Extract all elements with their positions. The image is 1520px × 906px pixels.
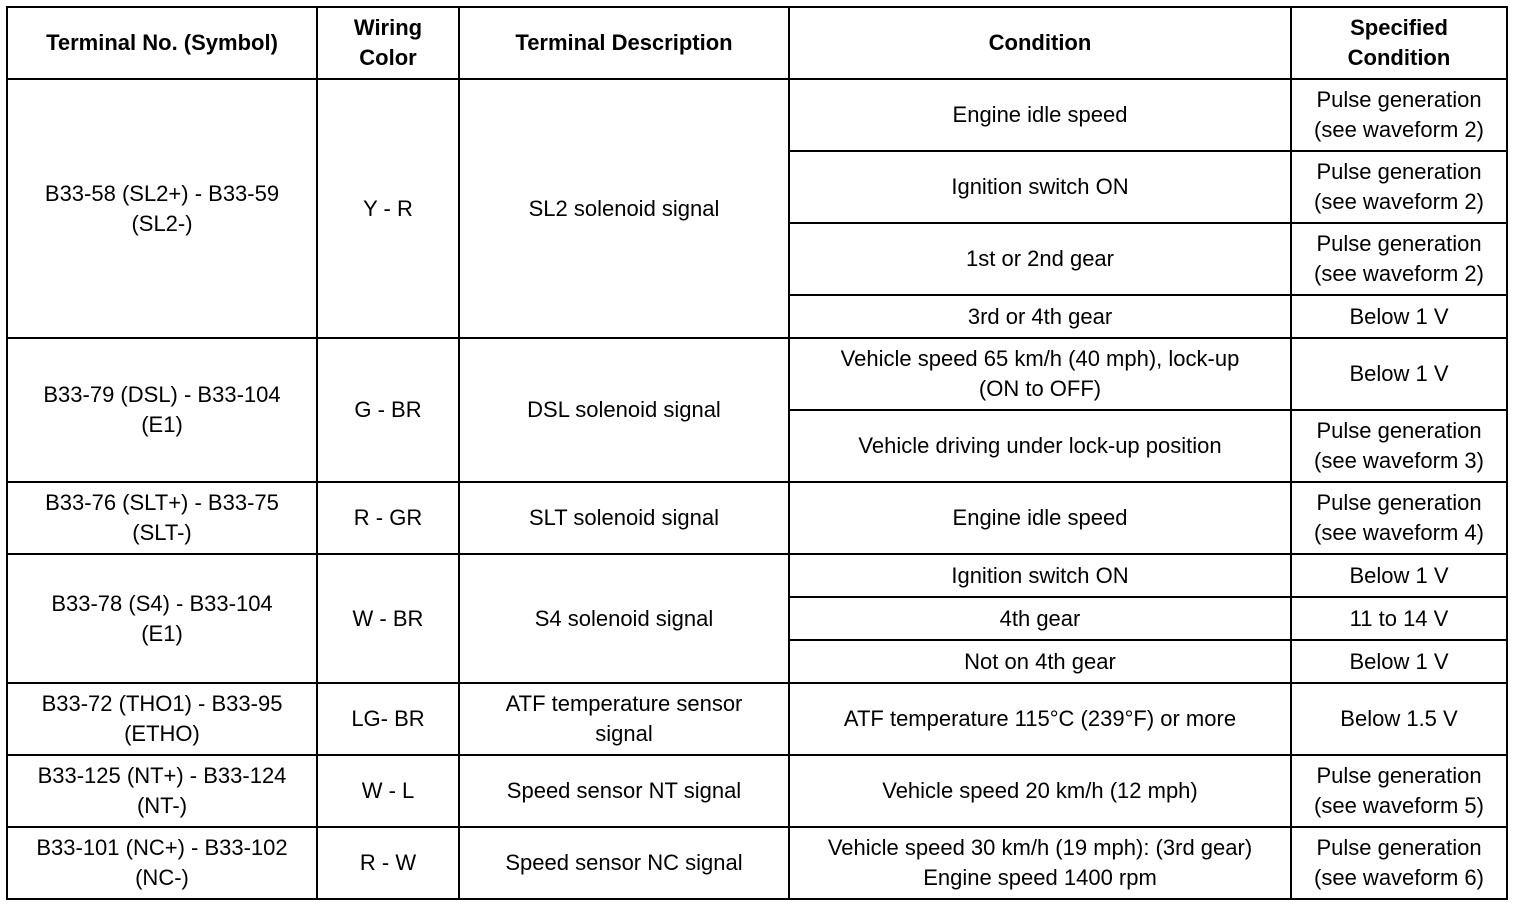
wiring-color-cell: W - L <box>317 755 459 827</box>
specified-condition-cell: Pulse generation (see waveform 2) <box>1291 151 1507 223</box>
wiring-color-cell: Y - R <box>317 79 459 338</box>
specified-condition-cell: Below 1.5 V <box>1291 683 1507 755</box>
terminal-cell: B33-78 (S4) - B33-104 (E1) <box>7 554 317 683</box>
wiring-color-cell: R - GR <box>317 482 459 554</box>
header-terminal-description: Terminal Description <box>459 7 789 79</box>
specified-condition-cell: Pulse generation (see waveform 4) <box>1291 482 1507 554</box>
condition-cell: Ignition switch ON <box>789 151 1291 223</box>
description-cell: S4 solenoid signal <box>459 554 789 683</box>
specified-condition-cell: Pulse generation (see waveform 2) <box>1291 79 1507 151</box>
description-cell: SL2 solenoid signal <box>459 79 789 338</box>
table-row <box>7 338 1507 410</box>
specified-condition-cell: Pulse generation (see waveform 6) <box>1291 827 1507 899</box>
table-row <box>7 755 1507 827</box>
condition-cell: Vehicle speed 30 km/h (19 mph): (3rd gear) Engine speed 1400 rpm <box>789 827 1291 899</box>
condition-cell: 3rd or 4th gear <box>789 295 1291 338</box>
condition-cell: Engine idle speed <box>789 79 1291 151</box>
wiring-color-cell: LG- BR <box>317 683 459 755</box>
table-row <box>7 683 1507 755</box>
table-row <box>7 827 1507 899</box>
condition-cell: Vehicle driving under lock-up position <box>789 410 1291 482</box>
specified-condition-cell: Below 1 V <box>1291 338 1507 410</box>
specified-condition-cell: Below 1 V <box>1291 640 1507 683</box>
condition-cell: 1st or 2nd gear <box>789 223 1291 295</box>
condition-cell: Vehicle speed 65 km/h (40 mph), lock-up (ON to OFF) <box>789 338 1291 410</box>
wiring-color-cell: R - W <box>317 827 459 899</box>
specified-condition-cell: Pulse generation (see waveform 2) <box>1291 223 1507 295</box>
terminal-cell: B33-125 (NT+) - B33-124 (NT-) <box>7 755 317 827</box>
header-row <box>7 7 1507 79</box>
specified-condition-cell: Below 1 V <box>1291 554 1507 597</box>
condition-cell: Vehicle speed 20 km/h (12 mph) <box>789 755 1291 827</box>
condition-cell: 4th gear <box>789 597 1291 640</box>
table-row <box>7 554 1507 597</box>
terminal-cell: B33-72 (THO1) - B33-95 (ETHO) <box>7 683 317 755</box>
description-cell: Speed sensor NT signal <box>459 755 789 827</box>
wiring-color-cell: W - BR <box>317 554 459 683</box>
header-condition: Condition <box>789 7 1291 79</box>
condition-cell: Engine idle speed <box>789 482 1291 554</box>
terminal-spec-table <box>6 6 1508 900</box>
description-cell: SLT solenoid signal <box>459 482 789 554</box>
description-cell: ATF temperature sensor signal <box>459 683 789 755</box>
table-row <box>7 79 1507 151</box>
description-cell: Speed sensor NC signal <box>459 827 789 899</box>
specified-condition-cell: Below 1 V <box>1291 295 1507 338</box>
terminal-cell: B33-58 (SL2+) - B33-59 (SL2-) <box>7 79 317 338</box>
terminal-cell: B33-76 (SLT+) - B33-75 (SLT-) <box>7 482 317 554</box>
specified-condition-cell: Pulse generation (see waveform 3) <box>1291 410 1507 482</box>
terminal-cell: B33-101 (NC+) - B33-102 (NC-) <box>7 827 317 899</box>
header-wiring-color: Wiring Color <box>317 7 459 79</box>
header-terminal: Terminal No. (Symbol) <box>7 7 317 79</box>
header-specified-condition: Specified Condition <box>1291 7 1507 79</box>
specified-condition-cell: Pulse generation (see waveform 5) <box>1291 755 1507 827</box>
condition-cell: Ignition switch ON <box>789 554 1291 597</box>
condition-cell: ATF temperature 115°C (239°F) or more <box>789 683 1291 755</box>
specified-condition-cell: 11 to 14 V <box>1291 597 1507 640</box>
terminal-cell: B33-79 (DSL) - B33-104 (E1) <box>7 338 317 482</box>
table-row <box>7 482 1507 554</box>
condition-cell: Not on 4th gear <box>789 640 1291 683</box>
wiring-color-cell: G - BR <box>317 338 459 482</box>
description-cell: DSL solenoid signal <box>459 338 789 482</box>
